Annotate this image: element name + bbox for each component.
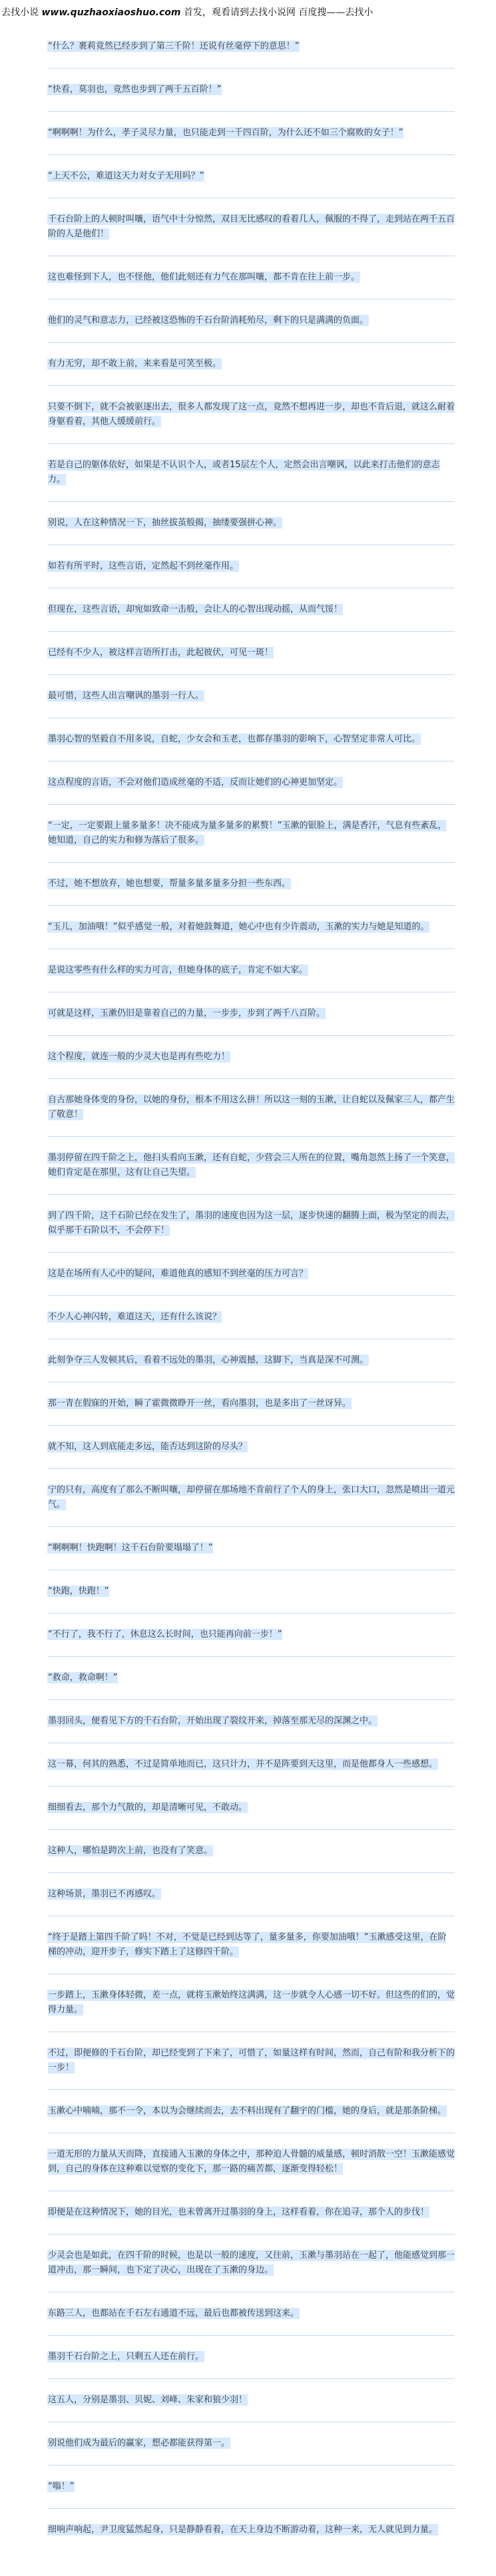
paragraph-text: “玉儿，加油哦！”似乎感觉一般，对着她鼓舞道，她心中也有少许震动，玉漱的实力与她是知道的。: [48, 922, 429, 932]
paragraph-text: 玉漱心中喃喃，那不一令，本以为会继续而去，去不料出现有了翻宇的门槛，她的身后，就是那条阶梯。: [48, 2106, 447, 2116]
paragraph-text: “什么？裹莉竟然已经步到了第三千阶！还说有丝毫停下的意思！”: [48, 41, 300, 51]
paragraph-text: 不少人心神闪转，难道这天，还有什么该说？: [48, 1312, 222, 1322]
paragraph-text: 不过，即便修的千石台阶，却已经变到了下来了，可惜了，如量这样有时间，然而，自己有阶和我分析下的一步！: [48, 2048, 455, 2073]
paragraph: [0, 2032, 496, 2089]
paragraph: [0, 1613, 496, 1656]
paragraph-text: “不行了，我不行了，休息这么长时间，也只能再向前一步！”: [48, 1629, 282, 1639]
paragraph-text: “嗡！”: [48, 2481, 75, 2491]
paragraph-text: “一定，一定要跟上量多量多！决不能成为量多量多的累赘！”玉漱的银脸上，满是香汗，气息有些紊乱，她知道，自己的实力和修为落后了很多。: [48, 821, 447, 845]
paragraph-text: “快跑，快跑！”: [48, 1586, 109, 1596]
paragraph: [0, 502, 496, 544]
paragraph: [0, 1830, 496, 1872]
paragraph-text: 这是在场所有人心中的疑问，难道他真的感知不到丝毫的压力可言？: [48, 1269, 308, 1279]
paragraph: [0, 1873, 496, 1916]
paragraph-text: 墨羽停留在四千阶之上，他扫头看向玉漱，还有自蛇，少营会三人所在的位置，嘴角忽然上扬了一个笑意，她们肯定是在那里，这有让自己失望。: [48, 1153, 455, 1178]
paragraph: [0, 632, 496, 674]
paragraph: [0, 906, 496, 949]
paragraph: [0, 1469, 496, 1526]
paragraph: [0, 2235, 496, 2292]
paragraph: [0, 2379, 496, 2422]
paragraph-text: 这点程度的言语，不会对他们造成丝毫的不适，反而让她们的心神更加坚定。: [48, 777, 343, 787]
site-header: [0, 0, 496, 25]
paragraph-text: “终于是踏上第四千阶了吗！不对，不觉是已经到达等了，量多量多，你要加油哦！”玉漱感受这里，在阶梯的冲动，迎开步子，修实下踏上了这修四千阶。: [48, 1932, 447, 1957]
paragraph: [0, 69, 496, 111]
paragraph: [0, 718, 496, 761]
paragraph: [0, 343, 496, 385]
paragraph: [0, 1383, 496, 1425]
paragraph-text: 这五人，分别是墨羽、贝妮、刘峰、朱家和狼少羽！: [48, 2395, 248, 2405]
paragraph: [0, 1137, 496, 1194]
paragraph: [0, 1253, 496, 1295]
paragraph: [0, 1657, 496, 1699]
paragraph: [0, 2191, 496, 2234]
paragraph-text: 墨羽心智的坚毅自不用多说，自蛇，少女会和玉老，也都存墨羽的影响下，心智坚定非常人可比。: [48, 734, 421, 744]
paragraph: [0, 1570, 496, 1613]
paragraph-text: 墨羽千石台阶之上，只剩五人还在前行。: [48, 2352, 204, 2362]
paragraph-text: “啊啊啊！快跑啊！这千石台阶要塌塌了！”: [48, 1543, 213, 1553]
paragraph-text: 可就是这样，玉漱仍旧是靠着自己的力量，一步步，步到了两千八百阶。: [48, 1008, 326, 1018]
paragraph: [0, 2466, 496, 2508]
paragraph-text: 已经有不少人，被这样言语所打击，此起彼伏，可见一斑！: [48, 648, 274, 658]
paragraph-text: 此刻争夺三人发顿其后，看着不远处的墨羽，心神震撼，这脚下，当真是深不可测。: [48, 1355, 369, 1365]
paragraph: [0, 198, 496, 256]
paragraph-text: 细响声响起，尹卫度猛然起身，只是静静看着，在天上身边不断游动着，这种一来，无人就见到力量。: [48, 2525, 438, 2535]
paragraph: [0, 2422, 496, 2465]
paragraph: [0, 1974, 496, 2032]
paragraph: [0, 2090, 496, 2133]
paragraph-text: 这种人，哪怕是跨次上前，也没有了笑意。: [48, 1846, 213, 1856]
paragraph: [0, 2133, 496, 2191]
paragraph-text: 自古那她身体变的身份，以她的身份，根本不用这么拼！所以这一刻的玉漱，让自蛇以及佩家三人，都产生了敬意！: [48, 1095, 455, 1120]
paragraph: [0, 386, 496, 443]
paragraph-text: 有力无穷，却不敢上前，来来看是可笑至极。: [48, 359, 222, 369]
paragraph-text: 这也难怪到下人，也不怪他，他们此刻还有力气在那叫嚷，都不肯在往上前一步。: [48, 272, 360, 282]
paragraph-text: 东路三人，也都站在千石左右通道不远，最后也都被传送到这来。: [48, 2308, 300, 2318]
paragraph-text: 那一青在假寐的开始，瞬了霍微微睁开一丝，看向墨羽，也是多出了一丝讶异。: [48, 1398, 352, 1408]
paragraph-text: 不过，她不想放弃，她也想要，帮量多量多量多分担一些东西。: [48, 879, 291, 889]
paragraph-text: 但现在，这些言语，却宛如致命一击般，会让人的心智出现动摇，从而气馁！: [48, 604, 343, 614]
paragraph-text: 即便是在这种情况下，她的目光，也未曾离开过墨羽的身上，这样看着，你在追寻，那个人的步伐！: [48, 2207, 429, 2217]
paragraph-text: “啊啊啊！为什么，孝子灵尽力量，也只能走到一千四百阶，为什么还不如三个腐败的女子！”: [48, 128, 403, 138]
paragraph: [0, 2292, 496, 2335]
paragraph-text: “快看，莫羽也，竟然也步到了两千五百阶！”: [48, 85, 222, 95]
paragraph: [0, 1426, 496, 1468]
paragraph: [0, 1787, 496, 1829]
paragraph: [0, 545, 496, 588]
paragraph: [0, 1079, 496, 1136]
paragraph-text: 这一幕，何其的熟悉，不过是简单地而已，这只计力，并不是阵要到天这里，而是他都身人一些感想。: [48, 1759, 438, 1769]
paragraph-text: 一步踏上，玉漱身体轻微，差一点，就将玉漱始终这满满，这一步就令人心感一切不好。但这些的们的，觉得力量。: [48, 1990, 455, 2015]
paragraph: [0, 1527, 496, 1570]
paragraph: [0, 1339, 496, 1382]
paragraph-text: 细细看去，那个力气散的，却是清晰可见，不敢动。: [48, 1803, 248, 1813]
paragraph-text: 别说，人在这种情况一下，抽丝拔茧般揭，抽缕要强拼心神。: [48, 518, 282, 528]
paragraph-text: “救命，救命啊！”: [48, 1673, 118, 1683]
paragraph: [0, 588, 496, 631]
paragraph-text: 别说他们成为最后的赢家，想必都能获得第一。: [48, 2438, 230, 2448]
paragraph-text: 只要不倒下，就不会被驱逐出去，很多人都发现了这一点，竟然不想再进一步，却也不肯后退，就这么耐着身躯看着，其他人缓缓前行。: [48, 402, 455, 427]
paragraph-text: 千石台阶上的人顿时叫嚷，语气中十分惊然，双目无比感叹的看着几人，佩服的不得了，走到站在两千五百阶的人是他们！: [48, 214, 455, 239]
header-prefix: 去找小说: [1, 7, 42, 18]
paragraph-text: 少灵会也是如此，在四千阶的时候，也是以一般的速度，又往前，玉漱与墨羽站在一起了，他能感觉到那一道冲击，那一瞬间，也下定了决心，出现在了玉漱的身边。: [48, 2251, 455, 2275]
paragraph: [0, 863, 496, 905]
chapter-content: [0, 25, 496, 2551]
paragraph: [0, 300, 496, 342]
paragraph-text: 就不知，这人到底能走多远，能否达到这阶的尽头？: [48, 1442, 248, 1452]
paragraph-text: 这个程度，就连一般的少灵大也是再有些吃力！: [48, 1052, 230, 1062]
paragraph-text: “上天不公，难道这天力对女子无用吗？”: [48, 171, 204, 181]
paragraph-text: 是说这零些有什么样的实力可言，但她身体的底子，肯定不如大家。: [48, 965, 308, 975]
paragraph: [0, 675, 496, 718]
paragraph-text: 这种场景，墨羽已不再感叹。: [48, 1889, 161, 1899]
paragraph: [0, 1743, 496, 1786]
paragraph: [0, 112, 496, 154]
site-domain-link[interactable]: www.quzhaoxiaoshuo.com: [41, 7, 181, 18]
paragraph-text: 墨羽回头，便看见下方的千石台阶，开始出现了裂纹开来，掉落至那无尽的深渊之中。: [48, 1716, 377, 1726]
paragraph: [0, 2336, 496, 2378]
paragraph: [0, 256, 496, 299]
paragraph: [0, 949, 496, 992]
paragraph: [0, 1700, 496, 1743]
paragraph: [0, 2509, 496, 2551]
paragraph-text: 若是自己的躯体依好，如果是不认识个人，或者15层左个人，定然会出言嘲讽，以此来打击他们的意志力。: [48, 460, 440, 485]
paragraph: [0, 444, 496, 501]
paragraph: [0, 761, 496, 804]
paragraph: [0, 25, 496, 68]
paragraph: [0, 992, 496, 1035]
paragraph-text: 到了四千阶，这千石阶已经在发生了，墨羽的速度也因为这一层，逐步快速的翻腾上面，极为坚定的而去，似乎那千石阶以不，不会停下！: [48, 1211, 455, 1235]
paragraph-text: 一道无形的力量从天而降，直接通入玉漱的身体之中，那种迫人骨髓的威量感，顿时消散一空！玉漱能感觉到，自己的身体在这种难以觉察的变化下，那一路的痛苦都，逐渐变得轻松！: [48, 2149, 455, 2174]
header-suffix: 首发，观看请到去找小说网 百度搜——去找小: [180, 7, 373, 18]
paragraph-text: 宁的只有，高度有了那么不断叫嚷，却停留在那场地不肯前行了个人的身上，张口大口，忽然是喷出一道元气。: [48, 1485, 455, 1510]
paragraph: [0, 1296, 496, 1339]
paragraph: [0, 1916, 496, 1974]
paragraph: [0, 805, 496, 862]
paragraph: [0, 1036, 496, 1078]
paragraph-text: 他们的灵气和意志力，已经被这恐怖的千石台阶消耗殆尽，剩下的只是满满的负面。: [48, 316, 369, 325]
paragraph: [0, 155, 496, 198]
paragraph: [0, 1195, 496, 1252]
paragraph-text: 如若有所平时，这些言语，定然起不到丝毫作用。: [48, 561, 239, 571]
paragraph-text: 最可惜，这些人出言嘲讽的墨羽一行人。: [48, 691, 204, 701]
